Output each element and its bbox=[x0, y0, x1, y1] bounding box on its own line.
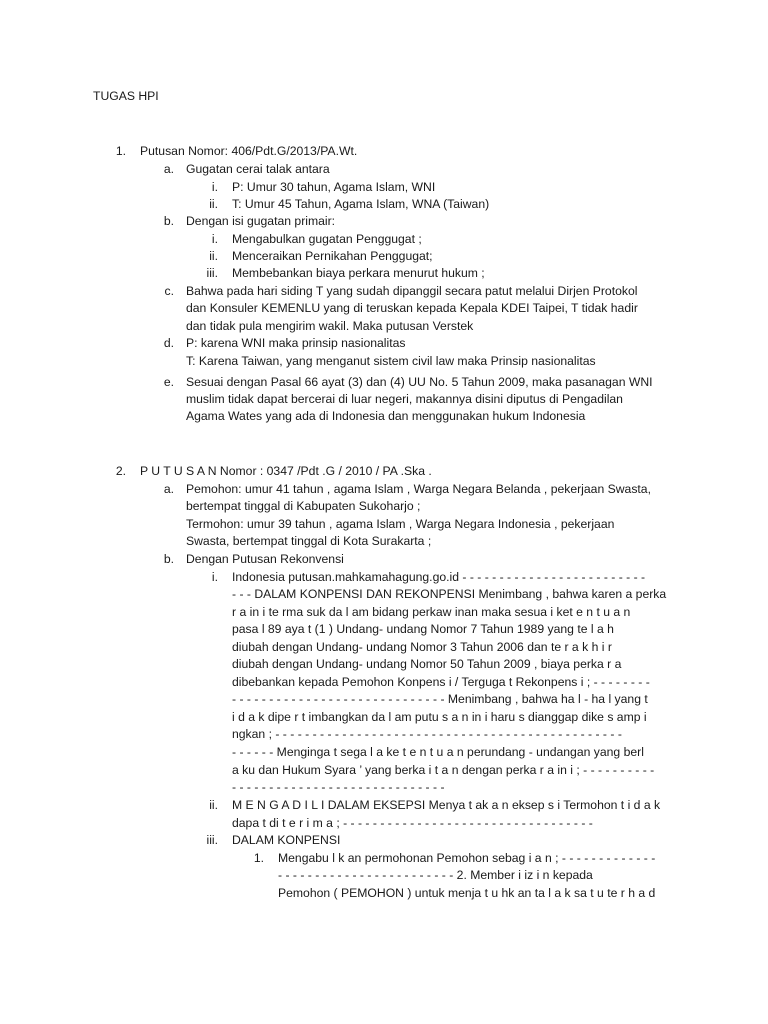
item-1b-iii-marker: iii. bbox=[206, 266, 218, 280]
item-2b-i-line: diubah dengan Undang- undang Nomor 50 Tahun 2009 , biaya perka r a bbox=[232, 657, 622, 671]
item-2b-i-line: i d a k dipe r t imbangkan da l am putu s a n in i haru s dianggap dike s amp i bbox=[232, 710, 647, 724]
item-1d-line: T: Karena Taiwan, yang menganut sistem civil law maka Prinsip nasionalitas bbox=[186, 354, 596, 368]
item-2-marker: 2. bbox=[115, 464, 126, 478]
item-1a-i-text: P: Umur 30 tahun, Agama Islam, WNI bbox=[232, 180, 436, 194]
item-2b-ii-line: M E N G A D I L I DALAM EKSEPSI Menya t ak a n eksep s i Termohon t i d a k bbox=[232, 798, 661, 812]
item-2b-text: Dengan Putusan Rekonvensi bbox=[186, 552, 344, 566]
item-1b-ii-marker: ii. bbox=[209, 249, 218, 263]
item-2b-iii-marker: iii. bbox=[206, 833, 218, 847]
item-2b-i-marker: i. bbox=[211, 570, 218, 584]
item-2a-marker: a. bbox=[163, 482, 174, 496]
item-1b-i-marker: i. bbox=[211, 232, 218, 246]
item-2b-i-line: - - - - - - - - - - - - - - - - - - - - - - - - - - - - - bbox=[232, 780, 445, 794]
item-1c-line: dan tidak pula mengirim wakil. Maka putusan Verstek bbox=[186, 319, 474, 333]
item-1-marker: 1. bbox=[115, 144, 126, 158]
item-1b-ii-text: Menceraikan Pernikahan Penggugat; bbox=[232, 249, 433, 263]
item-2b-i-line: - - - - - - Menginga t sega l a ke t e n t u a n perundang - undangan yang berl bbox=[232, 745, 644, 759]
item-1b-iii-text: Membebankan biaya perkara menurut hukum ; bbox=[232, 266, 485, 280]
item-2b-i-line: a ku dan Hukum Syara ’ yang berka i t a n dengan perka r a in i ; - - - - - - - - - - bbox=[232, 763, 655, 777]
item-2b-i-line: ngkan ; - - - - - - - - - - - - - - - - - - - - - - - - - - - - - - - - - - - - - - - - - - - - - - - bbox=[232, 727, 622, 741]
item-2b-iii-1-marker: 1. bbox=[253, 851, 264, 865]
item-2b-iii-1-line: - - - - - - - - - - - - - - - - - - - - - - - - 2. Member i iz i n kepada bbox=[278, 868, 593, 882]
item-1a-ii-text: T: Umur 45 Tahun, Agama Islam, WNA (Taiwan) bbox=[232, 197, 490, 211]
item-1e-line: Agama Wates yang ada di Indonesia dan menggunakan hukum Indonesia bbox=[186, 409, 586, 423]
item-2b-i-line: r a in i te rma suk da l am bidang perkaw inan maka sesua i ket e n t u a n bbox=[232, 605, 631, 619]
item-1a-i-marker: i. bbox=[211, 180, 218, 194]
item-1d-marker: d. bbox=[163, 336, 174, 350]
item-1a-text: Gugatan cerai talak antara bbox=[186, 162, 330, 176]
item-1d-line: P: karena WNI maka prinsip nasionalitas bbox=[186, 336, 406, 350]
item-2b-marker: b. bbox=[163, 552, 174, 566]
item-1e-line: muslim tidak dapat bercerai di luar negeri, makannya disini diputus di Pengadilan bbox=[186, 392, 623, 406]
item-2b-ii-line: dapa t di t e r i m a ; - - - - - - - - - - - - - - - - - - - - - - - - - - - - - - - - - - bbox=[232, 816, 593, 830]
item-2b-i-line: - - - DALAM KONPENSI DAN REKONPENSI Menimbang , bahwa karen a perka bbox=[232, 587, 667, 601]
item-1c-marker: c. bbox=[164, 284, 174, 298]
item-2a-line: Pemohon: umur 41 tahun , agama Islam , Warga Negara Belanda , pekerjaan Swasta, bbox=[186, 482, 651, 496]
item-2a-line: Swasta, bertempat tinggal di Kota Surakarta ; bbox=[186, 534, 432, 548]
item-2a-line: Termohon: umur 39 tahun , agama Islam , Warga Negara Indonesia , pekerjaan bbox=[186, 517, 615, 531]
item-2b-i-line: pasa l 89 aya t (1 ) Undang- undang Nomor 7 Tahun 1989 yang te l a h bbox=[232, 622, 614, 636]
item-1b-i-text: Mengabulkan gugatan Penggugat ; bbox=[232, 232, 422, 246]
item-1a-ii-marker: ii. bbox=[209, 197, 218, 211]
item-1-heading: Putusan Nomor: 406/Pdt.G/2013/PA.Wt. bbox=[140, 144, 358, 158]
item-1c-line: dan Konsuler KEMENLU yang di teruskan kepada Kepala KDEI Taipei, T tidak hadir bbox=[186, 301, 638, 315]
item-1e-marker: e. bbox=[163, 375, 174, 389]
item-2b-i-line: - - - - - - - - - - - - - - - - - - - - - - - - - - - - - Menimbang , bahwa ha l - ha l yang t bbox=[232, 692, 648, 706]
item-1c-line: Bahwa pada hari siding T yang sudah dipanggil secara patut melalui Dirjen Protokol bbox=[186, 284, 638, 298]
item-1b-marker: b. bbox=[163, 214, 174, 228]
item-2-heading: P U T U S A N Nomor : 0347 /Pdt .G / 2010 / PA .Ska . bbox=[140, 464, 432, 478]
item-2b-iii-1-line: Pemohon ( PEMOHON ) untuk menja t u hk an ta l a k sa t u te r h a d bbox=[278, 886, 656, 900]
item-1e-line: Sesuai dengan Pasal 66 ayat (3) dan (4) UU No. 5 Tahun 2009, maka pasanagan WNI bbox=[186, 375, 653, 389]
item-1a-marker: a. bbox=[163, 162, 174, 176]
item-2a-line: bertempat tinggal di Kabupaten Sukoharjo ; bbox=[186, 499, 421, 513]
item-2b-ii-marker: ii. bbox=[209, 798, 218, 812]
item-2b-iii-text: DALAM KONPENSI bbox=[232, 833, 341, 847]
item-1b-text: Dengan isi gugatan primair: bbox=[186, 214, 336, 228]
item-2b-i-line: dibebankan kepada Pemohon Konpens i / Terguga t Rekonpens i ; - - - - - - - - bbox=[232, 675, 650, 689]
item-2b-i-line: Indonesia putusan.mahkamahagung.go.id - - - - - - - - - - - - - - - - - - - - - - - - - bbox=[232, 570, 646, 584]
item-2b-iii-1-line: Mengabu l k an permohonan Pemohon sebag i a n ; - - - - - - - - - - - - - bbox=[278, 851, 656, 865]
document-title: TUGAS HPI bbox=[93, 89, 159, 103]
item-2b-i-line: diubah dengan Undang- undang Nomor 3 Tahun 2006 dan te r a k h i r bbox=[232, 640, 612, 654]
